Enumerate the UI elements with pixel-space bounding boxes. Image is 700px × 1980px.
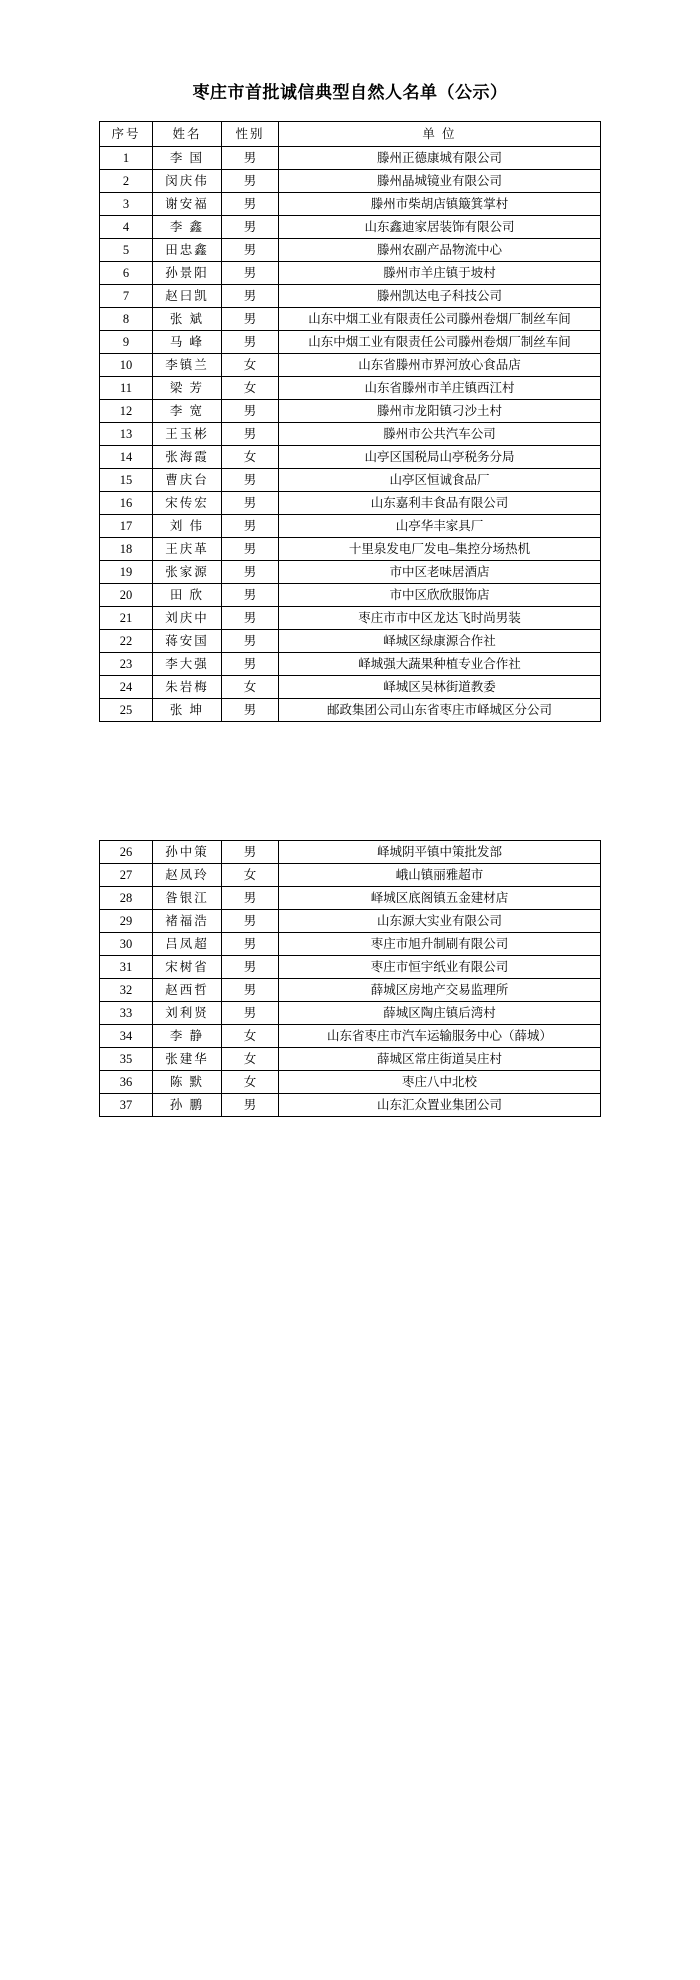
table-row (100, 446, 601, 469)
cell-sex: 男 (222, 699, 279, 722)
table-row (100, 887, 601, 910)
roster-table-part1 (99, 121, 601, 722)
cell-sex: 男 (222, 262, 279, 285)
table-row (100, 538, 601, 561)
cell-seq: 12 (100, 400, 153, 423)
cell-unit: 邮政集团公司山东省枣庄市峄城区分公司 (279, 699, 601, 722)
cell-name: 张 坤 (153, 699, 222, 722)
cell-unit: 山亭华丰家具厂 (279, 515, 601, 538)
cell-seq: 16 (100, 492, 153, 515)
cell-name: 昝银江 (153, 887, 222, 910)
cell-sex: 女 (222, 864, 279, 887)
cell-unit: 峄城区底阁镇五金建材店 (279, 887, 601, 910)
table-row (100, 1094, 601, 1117)
cell-unit: 山东鑫迪家居装饰有限公司 (279, 216, 601, 239)
cell-sex: 男 (222, 607, 279, 630)
cell-name: 梁 芳 (153, 377, 222, 400)
cell-sex: 男 (222, 1094, 279, 1117)
cell-name: 王庆革 (153, 538, 222, 561)
cell-name: 褚福浩 (153, 910, 222, 933)
cell-name: 李 国 (153, 147, 222, 170)
cell-unit: 山东中烟工业有限责任公司滕州卷烟厂制丝车间 (279, 308, 601, 331)
cell-unit: 薛城区房地产交易监理所 (279, 979, 601, 1002)
cell-name: 张 斌 (153, 308, 222, 331)
cell-sex: 男 (222, 193, 279, 216)
cell-name: 张建华 (153, 1048, 222, 1071)
cell-unit: 薛城区陶庄镇后湾村 (279, 1002, 601, 1025)
cell-seq: 32 (100, 979, 153, 1002)
table-row (100, 492, 601, 515)
table-row (100, 653, 601, 676)
cell-unit: 滕州市公共汽车公司 (279, 423, 601, 446)
cell-seq: 17 (100, 515, 153, 538)
table-row (100, 1025, 601, 1048)
cell-sex: 男 (222, 400, 279, 423)
cell-sex: 女 (222, 377, 279, 400)
cell-name: 李大强 (153, 653, 222, 676)
cell-unit: 山亭区国税局山亭税务分局 (279, 446, 601, 469)
cell-seq: 22 (100, 630, 153, 653)
cell-seq: 11 (100, 377, 153, 400)
roster-table-part2-wrap (99, 840, 601, 1117)
cell-sex: 男 (222, 170, 279, 193)
table-row (100, 515, 601, 538)
cell-unit: 山东省枣庄市汽车运输服务中心（薛城） (279, 1025, 601, 1048)
table-row (100, 423, 601, 446)
cell-seq: 37 (100, 1094, 153, 1117)
table-header-part1 (100, 122, 601, 147)
cell-seq: 31 (100, 956, 153, 979)
cell-name: 刘庆中 (153, 607, 222, 630)
table-row (100, 910, 601, 933)
table-row (100, 469, 601, 492)
cell-sex: 男 (222, 331, 279, 354)
cell-name: 朱岩梅 (153, 676, 222, 699)
column-header-unit: 单 位 (279, 122, 601, 147)
cell-sex: 男 (222, 584, 279, 607)
cell-sex: 男 (222, 630, 279, 653)
cell-name: 李 静 (153, 1025, 222, 1048)
cell-sex: 男 (222, 887, 279, 910)
table-row (100, 561, 601, 584)
cell-unit: 峄城区绿康源合作社 (279, 630, 601, 653)
cell-unit: 滕州凯达电子科技公司 (279, 285, 601, 308)
cell-seq: 25 (100, 699, 153, 722)
cell-unit: 枣庄八中北校 (279, 1071, 601, 1094)
cell-sex: 女 (222, 1025, 279, 1048)
table-row (100, 933, 601, 956)
cell-seq: 9 (100, 331, 153, 354)
cell-unit: 山东省滕州市界河放心食品店 (279, 354, 601, 377)
cell-name: 王玉彬 (153, 423, 222, 446)
table-row (100, 400, 601, 423)
cell-seq: 27 (100, 864, 153, 887)
cell-seq: 5 (100, 239, 153, 262)
cell-seq: 8 (100, 308, 153, 331)
cell-sex: 男 (222, 956, 279, 979)
table-row (100, 864, 601, 887)
table-row (100, 170, 601, 193)
cell-seq: 30 (100, 933, 153, 956)
cell-unit: 山亭区恒诚食品厂 (279, 469, 601, 492)
cell-sex: 男 (222, 910, 279, 933)
table-header-row (100, 122, 601, 147)
table-row (100, 630, 601, 653)
table-row (100, 331, 601, 354)
cell-sex: 男 (222, 147, 279, 170)
cell-name: 赵凤玲 (153, 864, 222, 887)
cell-name: 蒋安国 (153, 630, 222, 653)
cell-sex: 男 (222, 308, 279, 331)
column-header-sex: 性别 (222, 122, 279, 147)
cell-seq: 1 (100, 147, 153, 170)
cell-seq: 19 (100, 561, 153, 584)
cell-name: 赵西哲 (153, 979, 222, 1002)
cell-unit: 峄城区吴林街道教委 (279, 676, 601, 699)
cell-name: 刘 伟 (153, 515, 222, 538)
cell-unit: 薛城区常庄街道吴庄村 (279, 1048, 601, 1071)
cell-seq: 28 (100, 887, 153, 910)
cell-sex: 女 (222, 676, 279, 699)
cell-name: 田忠鑫 (153, 239, 222, 262)
cell-name: 吕凤超 (153, 933, 222, 956)
cell-name: 张家源 (153, 561, 222, 584)
cell-sex: 男 (222, 538, 279, 561)
table-row (100, 956, 601, 979)
table-body-part2 (100, 841, 601, 1117)
column-header-seq: 序号 (100, 122, 153, 147)
cell-name: 宋传宏 (153, 492, 222, 515)
table-row (100, 1002, 601, 1025)
page-bottom-space (0, 1117, 700, 1637)
table-row (100, 285, 601, 308)
cell-unit: 市中区老味居酒店 (279, 561, 601, 584)
cell-unit: 滕州正德康城有限公司 (279, 147, 601, 170)
cell-sex: 女 (222, 354, 279, 377)
cell-seq: 26 (100, 841, 153, 864)
cell-unit: 峄城阴平镇中策批发部 (279, 841, 601, 864)
cell-unit: 枣庄市旭升制刷有限公司 (279, 933, 601, 956)
cell-seq: 6 (100, 262, 153, 285)
cell-seq: 33 (100, 1002, 153, 1025)
cell-unit: 枣庄市市中区龙达飞时尚男装 (279, 607, 601, 630)
cell-unit: 山东中烟工业有限责任公司滕州卷烟厂制丝车间 (279, 331, 601, 354)
table-body-part1 (100, 147, 601, 722)
table-row (100, 584, 601, 607)
cell-seq: 3 (100, 193, 153, 216)
cell-sex: 女 (222, 446, 279, 469)
cell-unit: 山东源大实业有限公司 (279, 910, 601, 933)
cell-name: 孙中策 (153, 841, 222, 864)
cell-unit: 山东汇众置业集团公司 (279, 1094, 601, 1117)
cell-name: 刘利贤 (153, 1002, 222, 1025)
table-row (100, 239, 601, 262)
table-row (100, 262, 601, 285)
cell-seq: 34 (100, 1025, 153, 1048)
cell-unit: 峨山镇丽雅超市 (279, 864, 601, 887)
section-gap (0, 722, 700, 840)
cell-seq: 13 (100, 423, 153, 446)
cell-seq: 29 (100, 910, 153, 933)
cell-name: 李镇兰 (153, 354, 222, 377)
cell-name: 陈 默 (153, 1071, 222, 1094)
cell-sex: 男 (222, 1002, 279, 1025)
cell-unit: 滕州市羊庄镇于坡村 (279, 262, 601, 285)
table-row (100, 699, 601, 722)
cell-name: 曹庆台 (153, 469, 222, 492)
table-row (100, 308, 601, 331)
table-row (100, 979, 601, 1002)
cell-sex: 女 (222, 1071, 279, 1094)
cell-seq: 21 (100, 607, 153, 630)
cell-name: 谢安福 (153, 193, 222, 216)
cell-seq: 20 (100, 584, 153, 607)
table-row (100, 841, 601, 864)
cell-unit: 滕州晶城镜业有限公司 (279, 170, 601, 193)
cell-seq: 18 (100, 538, 153, 561)
cell-sex: 男 (222, 492, 279, 515)
cell-unit: 市中区欣欣服饰店 (279, 584, 601, 607)
cell-sex: 男 (222, 285, 279, 308)
cell-name: 孙景阳 (153, 262, 222, 285)
page-title: 枣庄市首批诚信典型自然人名单（公示） (192, 83, 508, 102)
cell-seq: 15 (100, 469, 153, 492)
table-row (100, 607, 601, 630)
cell-sex: 男 (222, 933, 279, 956)
table-row (100, 147, 601, 170)
cell-seq: 23 (100, 653, 153, 676)
cell-sex: 男 (222, 653, 279, 676)
roster-table-part1-wrap (99, 121, 601, 722)
cell-seq: 10 (100, 354, 153, 377)
cell-seq: 7 (100, 285, 153, 308)
cell-seq: 14 (100, 446, 153, 469)
cell-unit: 滕州市柴胡店镇簸箕掌村 (279, 193, 601, 216)
table-row (100, 377, 601, 400)
cell-sex: 男 (222, 239, 279, 262)
table-row (100, 1048, 601, 1071)
table-row (100, 676, 601, 699)
cell-sex: 男 (222, 216, 279, 239)
cell-seq: 36 (100, 1071, 153, 1094)
table-row (100, 193, 601, 216)
cell-unit: 滕州市龙阳镇刁沙土村 (279, 400, 601, 423)
cell-sex: 男 (222, 469, 279, 492)
cell-name: 李 宽 (153, 400, 222, 423)
cell-name: 赵曰凯 (153, 285, 222, 308)
cell-name: 宋树省 (153, 956, 222, 979)
cell-seq: 35 (100, 1048, 153, 1071)
cell-seq: 4 (100, 216, 153, 239)
cell-sex: 男 (222, 515, 279, 538)
cell-name: 田 欣 (153, 584, 222, 607)
roster-table-part2 (99, 840, 601, 1117)
table-row (100, 216, 601, 239)
cell-unit: 滕州农副产品物流中心 (279, 239, 601, 262)
cell-name: 李 鑫 (153, 216, 222, 239)
cell-sex: 女 (222, 1048, 279, 1071)
table-row (100, 354, 601, 377)
cell-unit: 枣庄市恒宇纸业有限公司 (279, 956, 601, 979)
cell-seq: 24 (100, 676, 153, 699)
cell-sex: 男 (222, 841, 279, 864)
cell-sex: 男 (222, 423, 279, 446)
cell-name: 张海霞 (153, 446, 222, 469)
column-header-name: 姓名 (153, 122, 222, 147)
cell-seq: 2 (100, 170, 153, 193)
cell-unit: 峄城强大蔬果种植专业合作社 (279, 653, 601, 676)
cell-sex: 男 (222, 979, 279, 1002)
table-row (100, 1071, 601, 1094)
cell-name: 孙 鹏 (153, 1094, 222, 1117)
cell-name: 闵庆伟 (153, 170, 222, 193)
cell-sex: 男 (222, 561, 279, 584)
cell-unit: 山东省滕州市羊庄镇西江村 (279, 377, 601, 400)
cell-unit: 十里泉发电厂发电–集控分场热机 (279, 538, 601, 561)
cell-name: 马 峰 (153, 331, 222, 354)
cell-unit: 山东嘉利丰食品有限公司 (279, 492, 601, 515)
